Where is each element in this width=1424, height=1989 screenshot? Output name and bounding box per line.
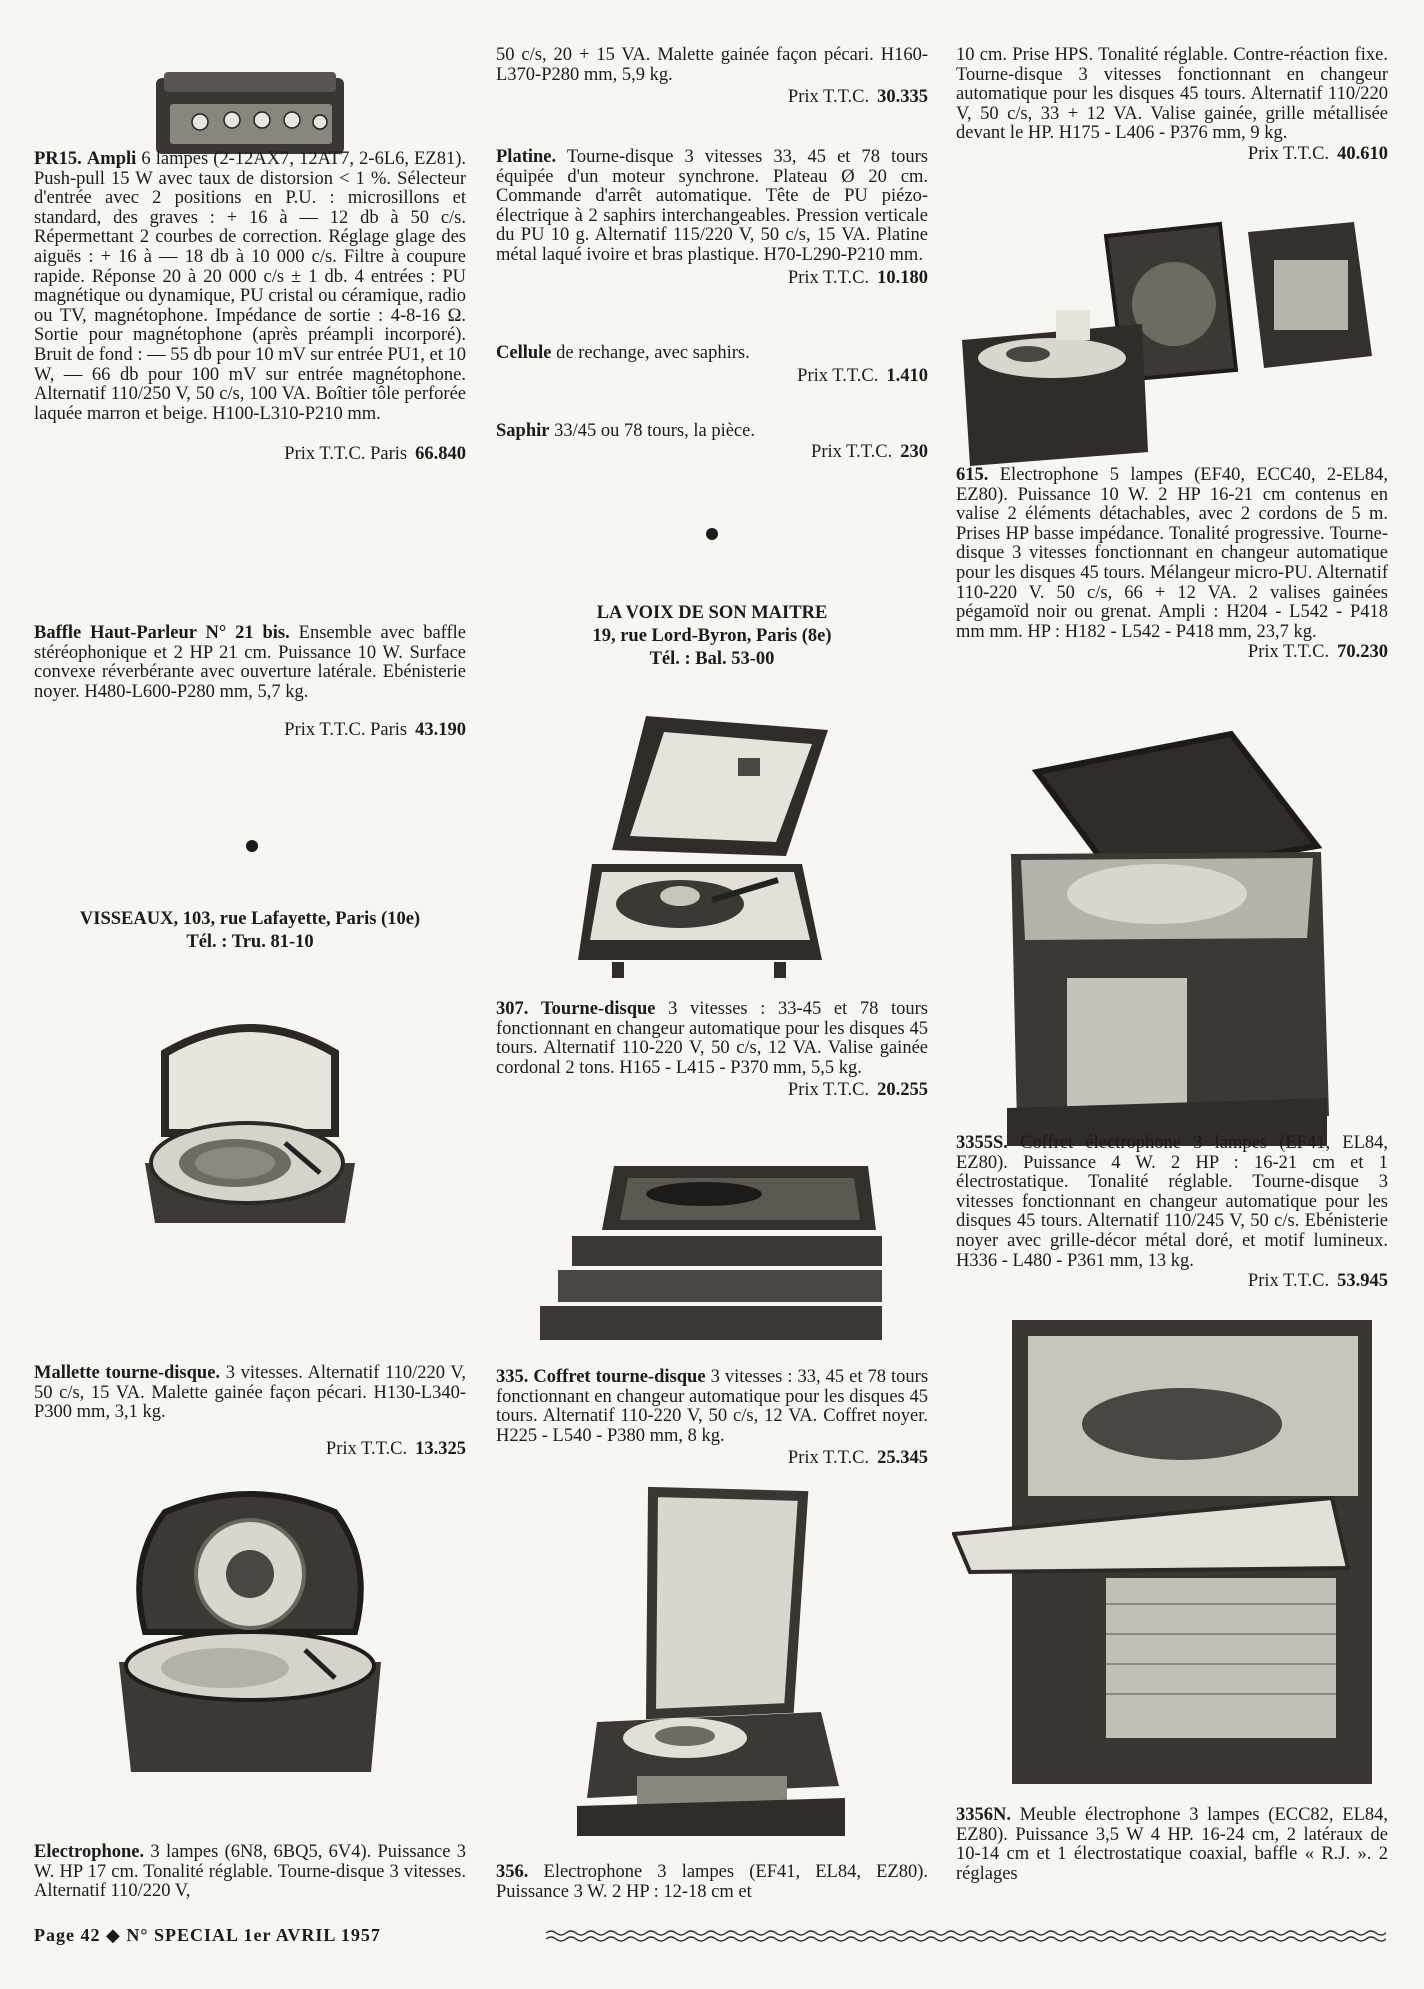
electrophone-356-description [496, 1863, 928, 1902]
meuble-3356n-image [952, 1314, 1392, 1794]
col3-continuation [956, 46, 1388, 164]
visseaux-phone: Tél. : Tru. 81-10 [186, 932, 314, 952]
cellule-entry [496, 344, 928, 386]
mallette-price [34, 1439, 466, 1459]
mallette-image [135, 1013, 365, 1243]
pr15-description [34, 150, 466, 424]
electrophone-615-price-value: 70.230 [1337, 642, 1388, 663]
platine-entry [496, 148, 928, 288]
saphir-price [496, 442, 928, 462]
coffret-335-description [496, 1368, 928, 1446]
platine-price-label: Prix T.T.C. [787, 267, 870, 288]
visseaux-address: VISSEAUX, 103, rue Lafayette, Paris (10e) [79, 909, 421, 929]
electrophone-description [34, 1843, 466, 1902]
baffle-description [34, 624, 466, 702]
separator-dot [706, 528, 718, 540]
coffret-3355s-text: Coffret électrophone 3 lampes (EF41, EL84, EZ80). Puissance 4 W. 2 HP : 16-21 cm et 1 électrostatique. Tonalité réglable. Tourne-disque 3 vitesses fonctionnant en changeur automatique pour les disques 45 tours. Alternatif 110/245 V, 50 c/s. Ebénisterie noyer avec grille-décor métal doré, et motif lumineux. H336 - L480 - P361 mm, 13 kg. [956, 1133, 1388, 1271]
saphir-price-value: 230 [900, 441, 928, 462]
separator-dot [246, 840, 258, 852]
tourne-disque-307-entry [496, 1000, 928, 1100]
electrophone-text: 3 lampes (6N8, 6BQ5, 6V4). Puissance 3 W. HP 17 cm. Tonalité réglable. Tourne-disque 3 vitesses. Alternatif 110/220 V, [34, 1842, 466, 1902]
electrophone-615-entry [956, 466, 1388, 662]
coffret-3355s-price [956, 1271, 1388, 1291]
coffret-335-price-label: Prix T.T.C. [787, 1448, 870, 1469]
lavoix-phone: Tél. : Bal. 53-00 [649, 649, 775, 669]
electrophone-image [105, 1482, 395, 1782]
electrophone-356-entry [496, 1863, 928, 1902]
pr15-amplifier-image [150, 64, 350, 160]
baffle-price-label: Prix T.T.C. Paris [284, 720, 408, 741]
column-3 [956, 38, 1388, 1918]
saphir-title: Saphir [496, 421, 550, 441]
electrophone-615-text: Electrophone 5 lampes (EF40, ECC40, 2-EL84, EZ80). Puissance 10 W. 2 HP 16-21 cm contenus en valise 2 éléments détachables, avec 2 cordons de 5 m. Prises HP basse impédance. Tonalité progressive. Tourne-disque 3 vitesses fonctionnant en changeur automatique pour les disques 45 tours. Mélangeur micro-PU. Alternatif 110-220 V. 50 c/s, 66 + 12 VA. 2 valises gainées pégamoïd noir ou grenat. Ampli : H204 - L542 - P418 mm mm. HP : H182 - L542 - P418 mm, 23,7 kg. [956, 465, 1388, 642]
lavoix-name: LA VOIX DE SON MAITRE [596, 603, 828, 623]
col3-continuation-price-label: Prix T.T.C. [1247, 143, 1330, 164]
electrophone-615-ref: 615. [956, 465, 989, 485]
mallette-description [34, 1364, 466, 1423]
lavoix-address: 19, rue Lord-Byron, Paris (8e) [592, 626, 832, 646]
cellule-text: de rechange, avec saphirs. [556, 343, 750, 363]
coffret-335-ref: 335. [496, 1367, 529, 1387]
lavoix-header [496, 602, 928, 671]
col2-continuation-text: 50 c/s, 20 + 15 VA. Malette gainée façon pécari. H160-L370-P280 mm, 5,9 kg. [496, 45, 928, 85]
pr15-price-label: Prix T.T.C. Paris [284, 444, 408, 465]
tourne-disque-307-image [572, 704, 852, 994]
mallette-price-label: Prix T.T.C. [325, 1438, 408, 1459]
col3-continuation-price [956, 144, 1388, 164]
pr15-price-value: 66.840 [415, 444, 466, 465]
mallette-text: 3 vitesses. Alternatif 110/220 V, 50 c/s, 15 VA. Malette gainée façon pécari. H130-L340-P300 mm, 3,1 kg. [34, 1363, 466, 1423]
electrophone-615-image [952, 220, 1392, 494]
meuble-3356n-description [956, 1806, 1388, 1884]
cellule-title: Cellule [496, 343, 552, 363]
tourne-disque-307-price-label: Prix T.T.C. [787, 1080, 870, 1101]
meuble-3356n-ref: 3356N. [956, 1805, 1011, 1825]
mallette-title: Mallette tourne-disque. [34, 1363, 221, 1383]
coffret-3355s-ref: 3355S. [956, 1133, 1008, 1153]
pr15-text: 6 lampes (2-12AX7, 12AT7, 2-6L6, EZ81). Push-pull 15 W avec taux de distorsion < 1 %. Sélecteur d'entrée avec 2 positions en P.U. : microsillons et standard, des graves : + 16 à — 12 db à 50 c/s. Répermettant 2 courbes de correction. Réglage glage des aiguës : + 16 à — 18 db à 10 000 c/s. Filtre à coupure rapide. Réponse 20 à 20 000 c/s ± 1 db. 4 entrées : PU magnétique ou dynamique, PU cristal ou céramique, radio ou TV, magnétophone. Impédance de sortie : 4-8-16 Ω. Sortie pour magnétophone (après préampli incorporé). Bruit de fond : — 55 db pour 10 mV sur entrée PU1, et 10 W, — 66 db pour 100 mV sur entrée magnétophone. Alternatif 110/250 V, 50 c/s, 100 VA. Boîtier tôle perforée laquée marron et beige. H100-L310-P210 mm. [34, 149, 467, 424]
coffret-335-image [532, 1156, 892, 1346]
visseaux-header [34, 908, 466, 954]
platine-text: Tourne-disque 3 vitesses 33, 45 et 78 tours équipée d'un moteur synchrone. Plateau Ø 20 cm. Commande d'arrêt automatique. Tête de PU piézo-électrique à 2 saphirs interchangeables. Pression verticale du PU 10 g. Alternatif 115/220 V, 50 c/s, 15 VA. Platine métal laqué ivoire et bras plastique. H70-L290-P210 mm. [496, 147, 928, 265]
electrophone-615-description [956, 466, 1388, 642]
meuble-3356n-text: Meuble électrophone 3 lampes (ECC82, EL84, EZ80). Puissance 3,5 W 4 HP. 16-24 cm, 2 latéraux de 10-14 cm et 1 électrostatique coaxial, baffle « R.J. ». 2 réglages [956, 1805, 1388, 1884]
cellule-description [496, 344, 928, 364]
coffret-3355s-entry [956, 1134, 1388, 1291]
tourne-disque-307-price-value: 20.255 [877, 1080, 928, 1101]
coffret-3355s-price-label: Prix T.T.C. [1247, 1271, 1330, 1292]
platine-price-value: 10.180 [877, 267, 928, 288]
saphir-description [496, 422, 928, 442]
cellule-price [496, 366, 928, 386]
baffle-entry [34, 624, 466, 740]
pr15-price [34, 444, 466, 464]
electrophone-615-price-label: Prix T.T.C. [1247, 642, 1330, 663]
col2-continuation-price-label: Prix T.T.C. [787, 87, 870, 108]
baffle-title: Baffle Haut-Parleur N° 21 bis. [34, 623, 290, 643]
col3-continuation-price-value: 40.610 [1337, 143, 1388, 164]
coffret-3355s-description [956, 1134, 1388, 1271]
column-2 [496, 38, 928, 1918]
platine-title: Platine. [496, 147, 557, 167]
tourne-disque-307-title: Tourne-disque [541, 999, 656, 1019]
footer-wavy-rule [546, 1929, 1386, 1945]
mallette-price-value: 13.325 [415, 1438, 466, 1459]
baffle-price [34, 720, 466, 740]
pr15-ref: PR15. [34, 149, 82, 169]
tourne-disque-307-price [496, 1080, 928, 1100]
pr15-title: Ampli [86, 149, 137, 169]
electrophone-356-image [577, 1486, 847, 1840]
coffret-3355s-price-value: 53.945 [1337, 1271, 1388, 1292]
coffret-335-price-value: 25.345 [877, 1448, 928, 1469]
col2-continuation [496, 46, 928, 107]
tourne-disque-307-ref: 307. [496, 999, 529, 1019]
meuble-3356n-entry [956, 1806, 1388, 1884]
coffret-3355s-image [1007, 728, 1337, 1148]
col3-continuation-text: 10 cm. Prise HPS. Tonalité réglable. Contre-réaction fixe. Tourne-disque 3 vitesses fonctionnant en changeur automatique pour les disques 45 tours. Alternatif 110/220 V, 50 c/s, 33 + 12 VA. Valise gainée, grille métallisée devant le HP. H175 - L406 - P376 mm, 9 kg. [956, 45, 1388, 144]
pr15-entry [34, 150, 466, 464]
electrophone-356-text: Electrophone 3 lampes (EF41, EL84, EZ80). Puissance 3 W. 2 HP : 12-18 cm et [496, 1862, 929, 1902]
saphir-text: 33/45 ou 78 tours, la pièce. [554, 421, 755, 441]
coffret-335-price [496, 1448, 928, 1468]
col2-continuation-price [496, 87, 928, 107]
tourne-disque-307-description [496, 1000, 928, 1078]
page-footer [34, 1921, 1394, 1951]
cellule-price-label: Prix T.T.C. [797, 365, 879, 386]
electrophone-356-ref: 356. [496, 1862, 529, 1882]
mallette-entry [34, 1364, 466, 1459]
electrophone-title: Electrophone. [34, 1842, 145, 1862]
electrophone-entry [34, 1843, 466, 1902]
coffret-335-title: Coffret tourne-disque [533, 1367, 706, 1387]
tourne-disque-307-text: 3 vitesses : 33-45 et 78 tours fonctionnant en changeur automatique pour les disques 45 tours. Alternatif 110-220 V, 50 c/s, 12 VA. Valise gainée cordonal 2 tons. H165 - L415 - P370 mm, 5,5 kg. [496, 999, 929, 1078]
electrophone-615-price [956, 642, 1388, 662]
baffle-text: Ensemble avec baffle stéréophonique et 2 HP 21 cm. Puissance 10 W. Surface convexe réverbérante avec ouverture latérale. Ebénisterie noyer. H480-L600-P280 mm, 5,7 kg. [34, 623, 467, 702]
column-1 [34, 38, 466, 1918]
baffle-price-value: 43.190 [415, 720, 466, 741]
col2-continuation-price-value: 30.335 [877, 87, 928, 108]
saphir-price-label: Prix T.T.C. [811, 441, 893, 462]
coffret-335-text: 3 vitesses : 33, 45 et 78 tours fonctionnant en changeur automatique pour les disques 45 tours. Alternatif 110-220 V, 50 c/s, 12 VA. Coffret noyer. H225 - L540 - P380 mm, 8 kg. [496, 1367, 929, 1446]
cellule-price-value: 1.410 [886, 365, 928, 386]
coffret-335-entry [496, 1368, 928, 1468]
platine-price [496, 268, 928, 288]
saphir-entry [496, 422, 928, 462]
footer-text: Page 42 ◆ N° SPECIAL 1er AVRIL 1957 [34, 1925, 381, 1945]
platine-description [496, 148, 928, 266]
